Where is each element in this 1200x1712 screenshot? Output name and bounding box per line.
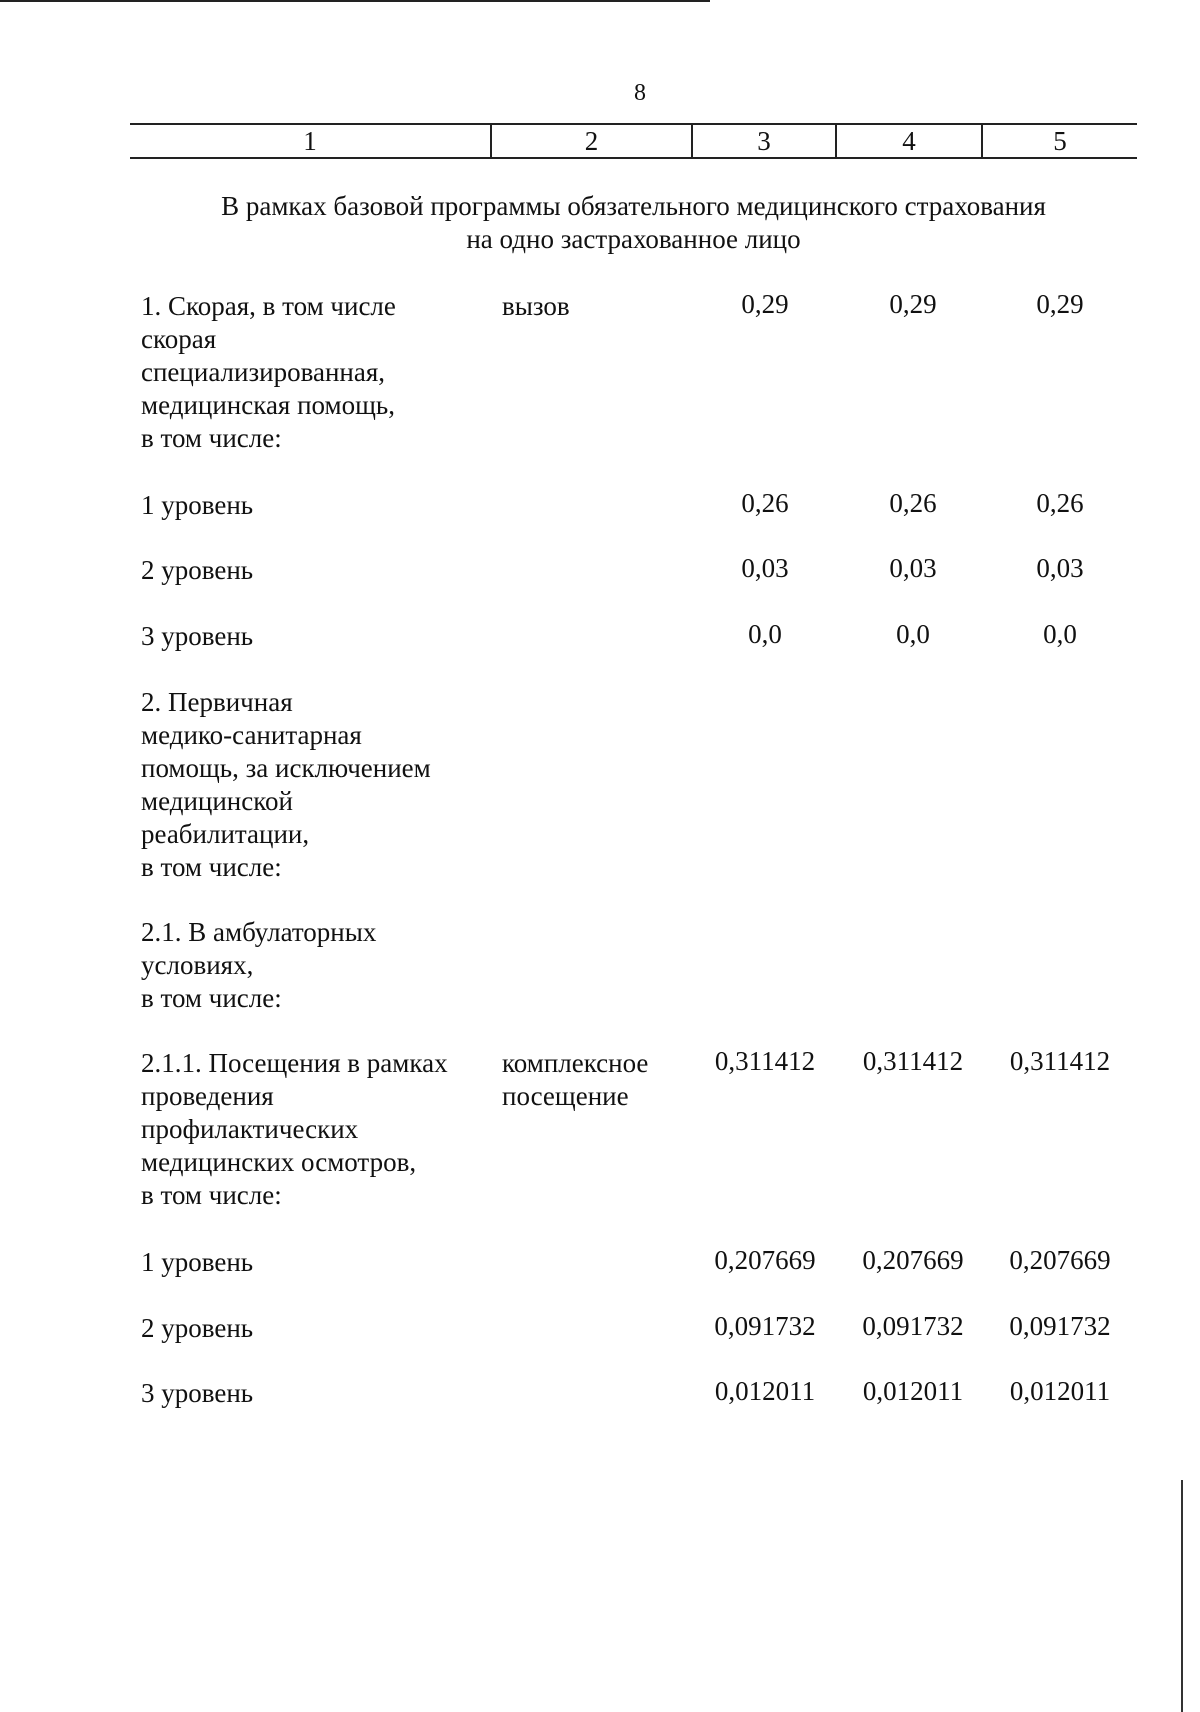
value-col-5: 0,0 xyxy=(1043,619,1077,649)
section-title: В рамках базовой программы обязательного медицинского страхования на одно застрахованное лицо xyxy=(221,191,1046,254)
row-unit: комплексное посещение xyxy=(502,1048,649,1111)
row-label: 2.1. В амбулаторных условиях, в том числе: xyxy=(141,917,377,1013)
row-label: 2.1.1. Посещения в рамках проведения профилактических медицинских осмотров, в том числе: xyxy=(141,1048,448,1210)
value-col-4: 0,29 xyxy=(889,289,937,319)
page-number: 8 xyxy=(634,80,646,106)
header-col-2: 2 xyxy=(584,126,599,156)
row-label: 3 уровень xyxy=(141,621,254,651)
scan-border-top xyxy=(0,0,710,2)
header-top-rule xyxy=(130,123,1137,125)
value-col-5: 0,311412 xyxy=(1009,1046,1111,1076)
row-label: 1 уровень xyxy=(141,490,254,520)
value-col-3: 0,03 xyxy=(741,553,789,583)
value-col-5: 0,012011 xyxy=(1009,1376,1111,1406)
value-col-4: 0,207669 xyxy=(862,1245,964,1275)
value-col-3: 0,207669 xyxy=(714,1245,816,1275)
value-col-3: 0,29 xyxy=(741,289,789,319)
value-col-4: 0,311412 xyxy=(862,1046,964,1076)
header-col-5: 5 xyxy=(1053,126,1067,156)
header-col-4: 4 xyxy=(902,126,916,156)
header-col-3: 3 xyxy=(757,126,771,156)
row-label: 1. Скорая, в том числе скорая специализированная, медицинская помощь, в том числе: xyxy=(141,291,396,453)
value-col-4: 0,03 xyxy=(889,553,937,583)
value-col-4: 0,0 xyxy=(896,619,930,649)
value-col-3: 0,26 xyxy=(741,488,789,518)
value-col-3: 0,0 xyxy=(748,619,782,649)
value-col-4: 0,091732 xyxy=(862,1311,964,1341)
scan-border-right xyxy=(1181,1480,1183,1712)
value-col-5: 0,29 xyxy=(1036,289,1084,319)
value-col-3: 0,091732 xyxy=(714,1311,816,1341)
value-col-4: 0,012011 xyxy=(862,1376,964,1406)
row-unit: вызов xyxy=(502,291,570,321)
value-col-5: 0,091732 xyxy=(1009,1311,1111,1341)
row-label: 1 уровень xyxy=(141,1247,254,1277)
value-col-5: 0,03 xyxy=(1036,553,1084,583)
header-bottom-rule xyxy=(130,157,1137,159)
value-col-3: 0,012011 xyxy=(714,1376,816,1406)
row-label: 2. Первичная медико-санитарная помощь, за исключением медицинской реабилитации, в том числе: xyxy=(141,687,431,882)
header-col-1: 1 xyxy=(303,126,317,156)
row-label: 2 уровень xyxy=(141,1313,254,1343)
row-label: 3 уровень xyxy=(141,1378,254,1408)
row-label: 2 уровень xyxy=(141,555,254,585)
value-col-5: 0,26 xyxy=(1036,488,1084,518)
value-col-4: 0,26 xyxy=(889,488,937,518)
value-col-5: 0,207669 xyxy=(1009,1245,1111,1275)
value-col-3: 0,311412 xyxy=(714,1046,816,1076)
